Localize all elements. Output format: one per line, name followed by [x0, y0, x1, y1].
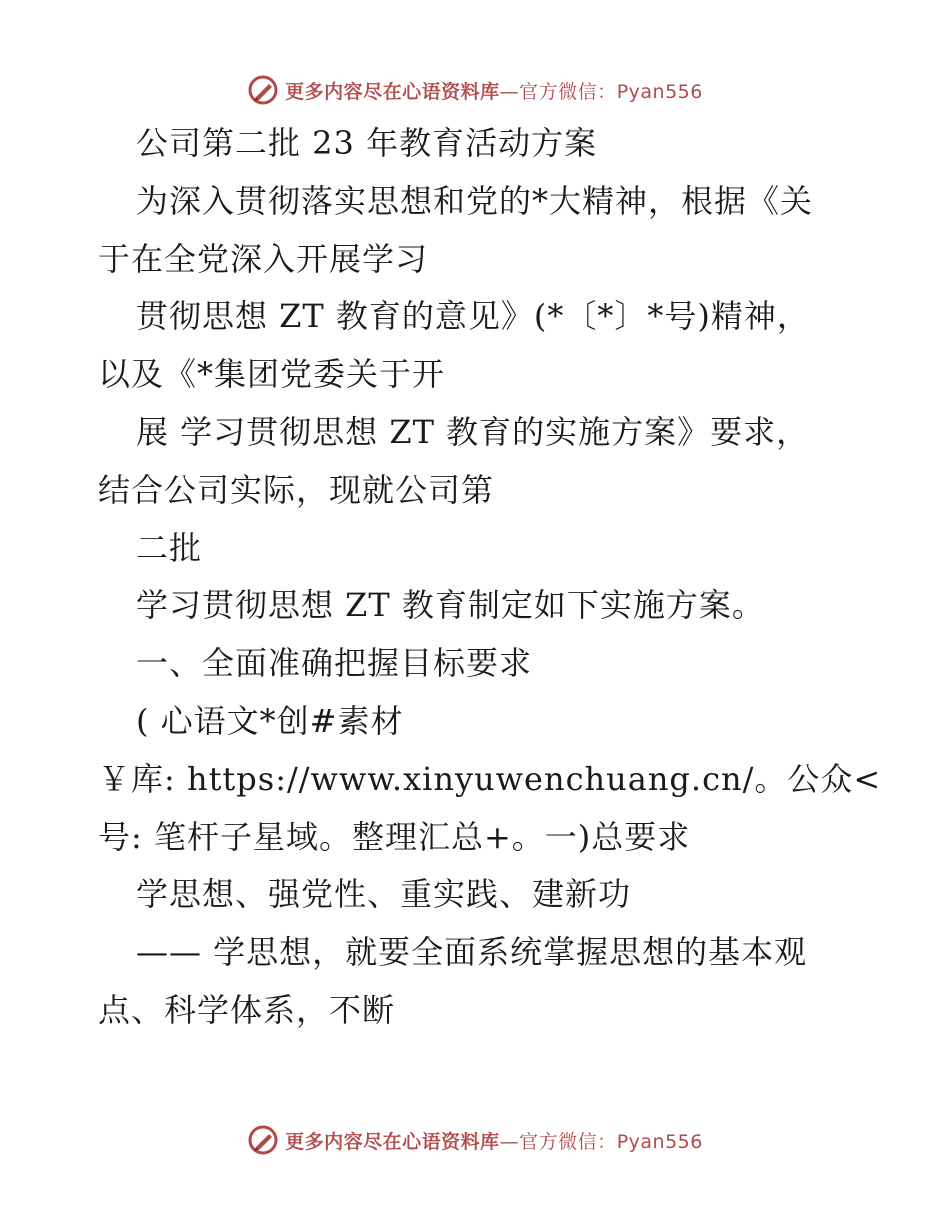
section-heading: 一、全面准确把握目标要求	[136, 644, 533, 683]
footer-banner-main: 更多内容尽在心语资料库	[285, 1130, 500, 1153]
footer-banner-contact: 官方微信：	[519, 1130, 617, 1153]
paragraph-line: 学习贯彻思想 ZT 教育制定如下实施方案。	[136, 586, 765, 625]
pen-logo-icon	[247, 1124, 279, 1156]
paragraph-line: 结合公司实际，现就公司第	[98, 470, 495, 509]
footer-banner-text	[285, 1127, 703, 1154]
header-banner-main: 更多内容尽在心语资料库	[285, 80, 500, 103]
paragraph-line: ( 心语文*创#素材	[136, 701, 404, 740]
footer-watermark-banner	[0, 1120, 950, 1160]
paragraph-line: 贯彻思想 ZT 教育的意见》(*〔*〕*号)精神，	[136, 297, 810, 336]
paragraph-line: 以及《*集团党委关于开	[98, 355, 446, 394]
header-banner-contact: 官方微信：	[519, 80, 617, 103]
paragraph-line: 二批	[136, 528, 203, 567]
paragraph-line: —— 学思想，就要全面系统掌握思想的基本观	[136, 933, 808, 972]
paragraph-line: 学思想、强党性、重实践、建新功	[136, 875, 632, 914]
paragraph-line: 展 学习贯彻思想 ZT 教育的实施方案》要求，	[136, 412, 810, 451]
paragraph-line: 于在全党深入开展学习	[98, 239, 429, 278]
header-banner-wechat-id: Pyan556	[616, 80, 703, 103]
footer-banner-separator: —	[499, 1130, 520, 1153]
header-watermark-banner	[0, 70, 950, 110]
document-body	[98, 115, 882, 1040]
paragraph-line: 点、科学体系，不断	[98, 990, 396, 1029]
header-banner-text	[285, 77, 703, 104]
paragraph-line: 为深入贯彻落实思想和党的*大精神，根据《关	[136, 181, 814, 220]
document-title: 公司第二批 23 年教育活动方案	[136, 124, 598, 162]
paragraph-line: 号: 笔杆子星域。整理汇总+。一)总要求	[98, 817, 691, 856]
pen-logo-icon	[247, 74, 279, 106]
footer-banner-wechat-id: Pyan556	[616, 1130, 703, 1153]
header-banner-separator: —	[499, 80, 520, 103]
paragraph-line: ￥库: https://www.xinyuwenchuang.cn/。公众<	[98, 759, 882, 798]
